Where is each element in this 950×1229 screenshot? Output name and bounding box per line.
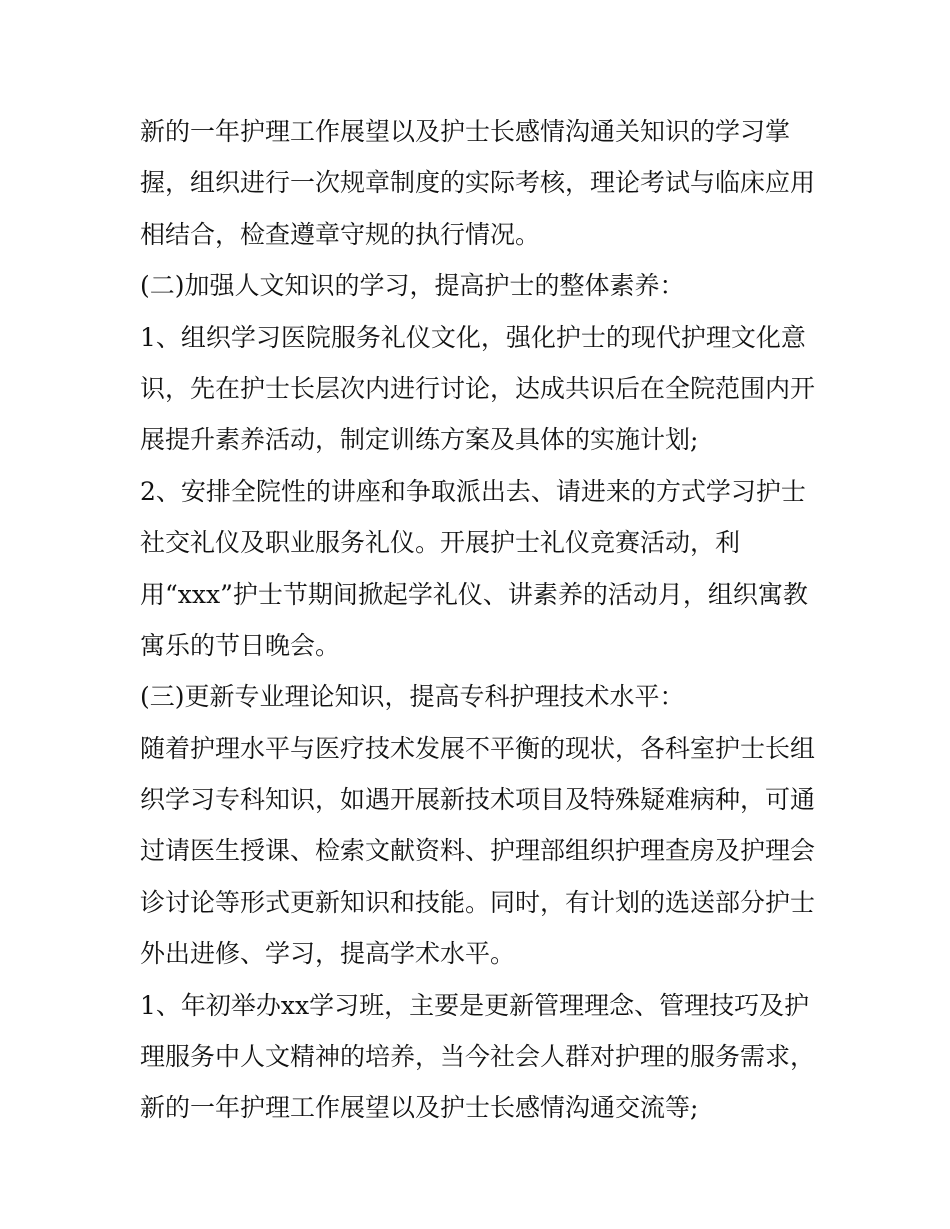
text-line: 理服务中人文精神的培养，当今社会人群对护理的服务需求， — [140, 1042, 816, 1072]
text-line: 识，先在护士长层次内进行讨论，达成共识后在全院范围内开 — [140, 373, 816, 403]
text-line: 新的一年护理工作展望以及护士长感情沟通交流等; — [140, 1093, 699, 1123]
text-line: 随着护理水平与医疗技术发展不平衡的现状，各科室护士长组 — [140, 733, 816, 763]
text-line: 1、年初举办xx学习班，主要是更新管理理念、管理技巧及护 — [140, 990, 810, 1020]
text-line: 握，组织进行一次规章制度的实际考核，理论考试与临床应用 — [140, 168, 816, 198]
text-line: 寓乐的节日晚会。 — [140, 630, 341, 660]
text-line: 过请医生授课、检索文献资料、护理部组织护理查房及护理会 — [140, 836, 816, 866]
text-line: 用“xxx”护士节期间掀起学礼仪、讲素养的活动月，组织寓教 — [140, 579, 808, 609]
text-line: 织学习专科知识，如遇开展新技术项目及特殊疑难病种，可通 — [140, 785, 816, 815]
section-heading: (二)加强人文知识的学习，提高护士的整体素养： — [140, 271, 685, 301]
text-line: 相结合，检查遵章守规的执行情况。 — [140, 219, 541, 249]
text-line: 1、组织学习医院服务礼仪文化，强化护士的现代护理文化意 — [140, 322, 806, 352]
text-line: 诊讨论等形式更新知识和技能。同时，有计划的选送部分护士 — [140, 887, 816, 917]
text-line: 新的一年护理工作展望以及护士长感情沟通关知识的学习掌 — [140, 117, 791, 146]
document-body — [140, 106, 820, 1134]
section-heading: (三)更新专业理论知识，提高专科护理技术水平： — [140, 682, 685, 712]
text-line: 2、安排全院性的讲座和争取派出去、请进来的方式学习护士 — [140, 476, 806, 506]
text-line: 社交礼仪及职业服务礼仪。开展护士礼仪竞赛活动，利 — [140, 528, 741, 558]
text-line: 外出进修、学习，提高学术水平。 — [140, 939, 516, 969]
text-line: 展提升素养活动，制定训练方案及具体的实施计划; — [140, 425, 699, 455]
